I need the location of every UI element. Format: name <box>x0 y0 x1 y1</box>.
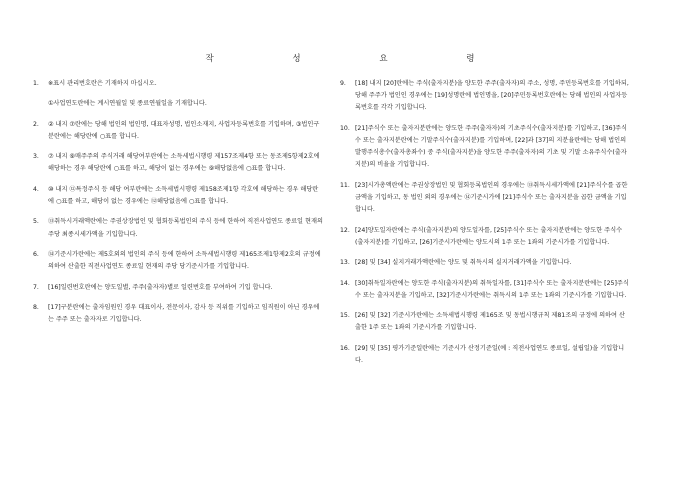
item-text: [18] 내지 [20]란에는 주식(출자지분)을 양도한 주주(출자자)의 주소, 성명, 주민등록번호를 기입하되, 당해 주주가 법인인 경우에는 [19]성명란에 법인명을, [20]주민등록번호란에는 당해 법인의 사업자등록번호를 각각 기입합니다. <box>355 80 629 112</box>
item-text: ⑩ 내지 ⑫특정주식 등 해당 여부란에는 소득세법시행령 제158조제1항 각호에 해당하는 경우 해당란에 ○표를 하고, 해당이 없는 경우에는 ⑫해당없음에 ○표를 합니다. <box>48 185 319 205</box>
item-number: 6. <box>33 250 39 258</box>
instruction-item <box>33 282 323 294</box>
instructions-left-column <box>33 78 323 335</box>
item-text: [23]시가총액란에는 주권상장법인 및 협회등록법인의 경우에는 ⑬취득시세가액에 [21]주식수를 곱한 금액을 기입하고, 동 법인 외의 경우에는 ⑭기준시가에 [21]주식수 또는 출자지분을 곱한 금액을 기입합니다. <box>355 181 628 214</box>
item-text: [30]취득일자란에는 양도한 주식(출자지분)의 취득일자를, [31]주식수 또는 출자지분란에는 [25]주식수 또는 출자지분을 기입하고, [32]기준시가란에는 취득시의 1주 또는 1좌의 기준시가를 기입합니다. <box>355 279 629 299</box>
item-text: [29] 및 [35] 평가기준일란에는 기준시가 산정기준일(예 : 직전사업연도 종료일, 설립일)을 기입합니다. <box>355 344 625 364</box>
item-number: 16. <box>340 344 350 352</box>
document-title: 작 성 요 령 <box>205 54 513 64</box>
instruction-item <box>33 184 323 208</box>
item-text: [21]주식수 또는 출자지분란에는 양도한 주주(출자자)의 기초주식수(출자지분)를 기입하고, [36]주식수 또는 출자지분란에는 기말주식수(출자지분)를 기입하며, [22]과 [37]의 지분율란에는 당해 법인의 발행주식총수(출자총좌수) 중 주식(출자지분)을 양도한 주주(출자자)의 기초 및 기말 소유주식수(출자지분)의 비율을 기입합니다. <box>355 124 627 169</box>
instruction-item <box>33 151 323 175</box>
item-number: 4. <box>33 185 39 193</box>
item-number: 9. <box>340 80 346 87</box>
item-text: [24]양도일자란에는 주식(출자지분)의 양도일자를, [25]주식수 또는 출자지분란에는 양도한 주식수(출자지분)를 기입하고, [26]기준시가란에는 양도시의 1주 또는 1좌의 기준시가를 기입합니다. <box>355 226 623 246</box>
instruction-item <box>340 180 630 217</box>
item-text: [17]구분란에는 출자임원인 경우 대표이사, 전문이사, 감사 등 직위를 기입하고 임직원이 아닌 경우에는 주주 또는 출자자로 기입합니다. <box>48 303 320 324</box>
instruction-item <box>340 123 630 172</box>
instruction-item <box>340 343 630 367</box>
instruction-item <box>340 225 630 249</box>
item-text: [16]일련번호란에는 양도일별, 주주(출자자)별로 일련번호를 부여하여 기입 합니다. <box>48 283 273 291</box>
item-text: ※표시 관리번호란은 기재하지 마십시오. <box>48 80 157 87</box>
instruction-item <box>33 302 323 326</box>
instruction-item <box>33 249 323 273</box>
item-number: 5. <box>33 218 39 226</box>
item-text: [26] 및 [32] 기준시가란에는 소득세법시행령 제165조 및 동법시행규칙 제81조의 규정에 의하여 산출한 1주 또는 1좌의 기준시가를 기입합니다. <box>355 312 625 332</box>
instructions-right-column <box>340 78 630 375</box>
instruction-item <box>340 78 630 115</box>
item-text: [28] 및 [34] 실지거래가액란에는 양도 및 취득시의 실지거래가액을 기입합니다. <box>355 259 572 267</box>
instruction-item <box>33 78 323 110</box>
item-number: 12. <box>340 226 350 234</box>
instruction-item <box>340 257 630 269</box>
item-text: ② 내지 ⑦란에는 당해 법인의 법인명, 대표자성명, 법인소재지, 사업자등록번호를 기입하며, ③법인구분란에는 해당란에 ○표를 합니다. <box>48 120 320 140</box>
item-number: 8. <box>33 303 39 311</box>
item-text: ⑬취득시거래액란에는 주권상장법인 및 협회등록법인의 주식 등에 한하여 직전사업연도 종료일 현재의 주당 최종시세가액을 기입합니다. <box>48 218 323 238</box>
item-number: 3. <box>33 153 39 161</box>
instruction-item <box>340 310 630 334</box>
instruction-item <box>340 278 630 302</box>
item-number: 11. <box>340 181 350 189</box>
item-number: 7. <box>33 283 39 291</box>
item-number: 2. <box>33 120 39 128</box>
item-subtext: ①사업연도란에는 계시연월일 및 종료연월일을 기재합니다. <box>48 100 207 108</box>
instruction-item <box>33 216 323 240</box>
instruction-item <box>33 119 323 143</box>
item-number: 1. <box>33 80 39 87</box>
item-text: ⑭기준시가란에는 제5호외의 법인의 주식 등에 한하여 소득세법시행령 제165조제1항제2호의 규정에 의하여 산출한 직전사업연도 종료일 현재의 주당 당기준시가를 기입합니다. <box>48 250 321 271</box>
item-number: 14. <box>340 279 350 287</box>
item-text: ⑦ 내지 ⑨매주주의 주식거래 해당여부란에는 소득세법시행령 제157조제4항 또는 동조제5항제2호에 해당하는 경우 해당란에 ○표를 하고, 해당이 없는 경우에는 ⑨해당없음에 ○표를 합니다. <box>48 153 320 173</box>
item-number: 15. <box>340 312 350 320</box>
item-number: 10. <box>340 124 350 132</box>
item-number: 13. <box>340 259 350 267</box>
